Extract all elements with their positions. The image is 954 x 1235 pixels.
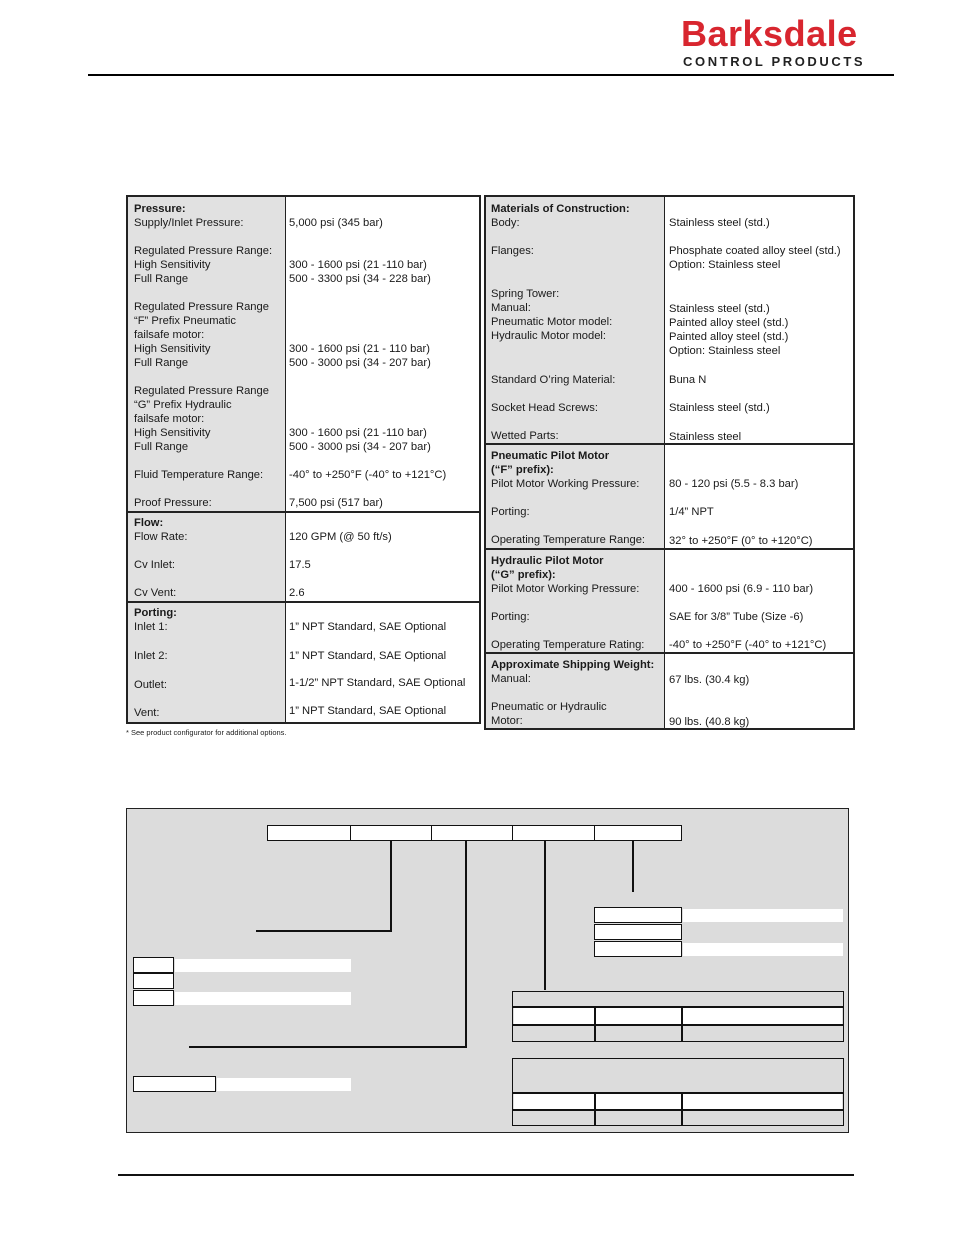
spec-value: Stainless steel (std.) — [669, 217, 770, 229]
spec-label: “G” Prefix Hydraulic — [134, 399, 232, 411]
table-divider — [681, 1007, 683, 1041]
spec-value: 500 - 3300 psi (34 - 228 bar) — [289, 273, 431, 285]
spec-label: Inlet 2: — [134, 650, 168, 662]
spec-label: Motor: — [491, 715, 523, 727]
spec-label: failsafe motor: — [134, 413, 205, 425]
divider — [128, 601, 479, 603]
footnote: * See product configurator for additional options. — [126, 728, 287, 737]
spec-label: Proof Pressure: — [134, 497, 212, 509]
spec-value: Phosphate coated alloy steel (std.) — [669, 245, 841, 257]
spec-label: Outlet: — [134, 679, 167, 691]
spec-label: High Sensitivity — [134, 259, 211, 271]
spec-label: Pneumatic Motor model: — [491, 316, 613, 328]
model-code-segment-5 — [594, 825, 682, 841]
spec-value: 7,500 psi (517 bar) — [289, 497, 383, 509]
spec-value: -40° to +250°F (-40° to +121°C) — [289, 469, 447, 481]
spec-value: SAE for 3/8” Tube (Size -6) — [669, 611, 804, 623]
spec-label: Operating Temperature Range: — [491, 534, 646, 546]
spec-value: Painted alloy steel (std.) — [669, 317, 789, 329]
option-code-box — [594, 941, 682, 957]
brand-logo: Barksdale — [681, 13, 858, 54]
spec-label: Pilot Motor Working Pressure: — [491, 583, 640, 595]
connector-line — [632, 841, 634, 892]
spec-value: 1” NPT Standard, SAE Optional — [289, 705, 447, 717]
spec-value: 90 lbs. (40.8 kg) — [669, 716, 750, 728]
spec-value: -40° to +250°F (-40° to +121°C) — [669, 639, 827, 651]
spec-label: Flanges: — [491, 245, 534, 257]
model-code-segment-1 — [267, 825, 351, 841]
spec-value: 1-1/2” NPT Standard, SAE Optional — [289, 677, 466, 689]
hydraulic-heading: Hydraulic Pilot Motor — [491, 555, 604, 567]
spec-value: Painted alloy steel (std.) — [669, 331, 789, 343]
spec-label: Inlet 1: — [134, 621, 168, 633]
option-code-box — [594, 907, 682, 923]
spec-value: 500 - 3000 psi (34 - 207 bar) — [289, 357, 431, 369]
table-divider — [594, 1007, 596, 1041]
spec-value: 1/4” NPT — [669, 506, 714, 518]
pneumatic-heading: Pneumatic Pilot Motor — [491, 450, 610, 462]
spec-label: Hydraulic Motor model: — [491, 330, 607, 342]
hydraulic-subheading: (“G” prefix): — [491, 569, 556, 581]
spec-label: Cv Inlet: — [134, 559, 176, 571]
spec-value: Stainless steel (std.) — [669, 303, 770, 315]
spec-value: 80 - 120 psi (5.5 - 8.3 bar) — [669, 478, 799, 490]
spec-value: Stainless steel (std.) — [669, 402, 770, 414]
spec-label: Spring Tower: — [491, 288, 560, 300]
option-code-box — [133, 957, 174, 973]
spec-value: 2.6 — [289, 587, 305, 599]
option-code-box — [133, 990, 174, 1006]
spec-value: 300 - 1600 psi (21 -110 bar) — [289, 259, 427, 271]
porting-heading: Porting: — [134, 607, 177, 619]
spec-label: Operating Temperature Rating: — [491, 639, 645, 651]
option-description — [683, 909, 843, 922]
header-divider — [88, 74, 894, 76]
brand-tagline: CONTROL PRODUCTS — [683, 54, 866, 69]
table-row — [514, 1008, 842, 1024]
spec-label: failsafe motor: — [134, 329, 205, 341]
specs-right-panel — [484, 195, 855, 730]
spec-label: Regulated Pressure Range — [134, 301, 269, 313]
option-description — [217, 1078, 351, 1091]
table-divider — [512, 1109, 844, 1111]
spec-value: 300 - 1600 psi (21 - 110 bar) — [289, 343, 430, 355]
spec-label: Supply/Inlet Pressure: — [134, 217, 244, 229]
spec-label: Pilot Motor Working Pressure: — [491, 478, 640, 490]
spec-label: Flow Rate: — [134, 531, 188, 543]
shipping-heading: Approximate Shipping Weight: — [491, 659, 655, 671]
spec-label: “F” Prefix Pneumatic — [134, 315, 236, 327]
option-description — [175, 992, 351, 1005]
connector-line — [256, 930, 392, 932]
spec-label: Full Range — [134, 441, 189, 453]
connector-line — [390, 841, 392, 932]
spec-label: Pneumatic or Hydraulic — [491, 701, 607, 713]
specs-left-panel — [126, 195, 481, 724]
flow-heading: Flow: — [134, 517, 164, 529]
connector-line — [189, 1046, 467, 1048]
spec-value: 300 - 1600 psi (21 -110 bar) — [289, 427, 427, 439]
spec-label: Regulated Pressure Range: — [134, 245, 273, 257]
spec-label: Manual: — [491, 673, 531, 685]
spec-label: Cv Vent: — [134, 587, 177, 599]
spec-value: 5,000 psi (345 bar) — [289, 217, 383, 229]
pressure-heading: Pressure: — [134, 203, 186, 215]
table-divider — [681, 1093, 683, 1125]
spec-value: Option: Stainless steel — [669, 345, 781, 357]
connector-line — [465, 841, 467, 1048]
spec-value: 17.5 — [289, 559, 311, 571]
footer-divider — [118, 1174, 854, 1176]
table-row — [514, 1094, 842, 1109]
spec-value: 120 GPM (@ 50 ft/s) — [289, 531, 392, 543]
divider — [486, 652, 853, 654]
spec-label: Standard O’ring Material: — [491, 374, 616, 386]
option-code-box — [133, 1076, 216, 1092]
divider — [486, 548, 853, 550]
option-code-box — [594, 924, 682, 940]
spec-label: Socket Head Screws: — [491, 402, 598, 414]
spec-label: Body: — [491, 217, 520, 229]
connector-line — [544, 841, 546, 990]
model-code-segment-4 — [512, 825, 595, 841]
option-description — [175, 959, 351, 972]
spec-label: High Sensitivity — [134, 427, 211, 439]
divider — [128, 511, 479, 513]
table-divider — [512, 1024, 844, 1026]
spec-value: Option: Stainless steel — [669, 259, 781, 271]
spec-value: 32° to +250°F (0° to +120°C) — [669, 535, 813, 547]
spec-value: 500 - 3000 psi (34 - 207 bar) — [289, 441, 431, 453]
model-code-segment-2 — [350, 825, 432, 841]
spec-label: Regulated Pressure Range — [134, 385, 269, 397]
spec-label: Porting: — [491, 506, 530, 518]
option-code-box — [133, 973, 174, 989]
spec-label: Fluid Temperature Range: — [134, 469, 264, 481]
option-description — [683, 943, 843, 956]
spec-label: Full Range — [134, 357, 189, 369]
spec-label: Vent: — [134, 707, 160, 719]
spec-label: Wetted Parts: — [491, 430, 559, 442]
spec-value: 67 lbs. (30.4 kg) — [669, 674, 750, 686]
spec-value: Stainless steel — [669, 431, 742, 443]
spec-label: High Sensitivity — [134, 343, 211, 355]
spec-value: 400 - 1600 psi (6.9 - 110 bar) — [669, 583, 814, 595]
spec-value: 1” NPT Standard, SAE Optional — [289, 650, 447, 662]
spec-label: Full Range — [134, 273, 189, 285]
pneumatic-subheading: (“F” prefix): — [491, 464, 554, 476]
materials-heading: Materials of Construction: — [491, 203, 630, 215]
spec-label: Porting: — [491, 611, 530, 623]
model-code-segment-3 — [431, 825, 513, 841]
table-divider — [594, 1093, 596, 1125]
spec-value: Buna N — [669, 374, 707, 386]
spec-label: Manual: — [491, 302, 531, 314]
spec-value: 1” NPT Standard, SAE Optional — [289, 621, 447, 633]
